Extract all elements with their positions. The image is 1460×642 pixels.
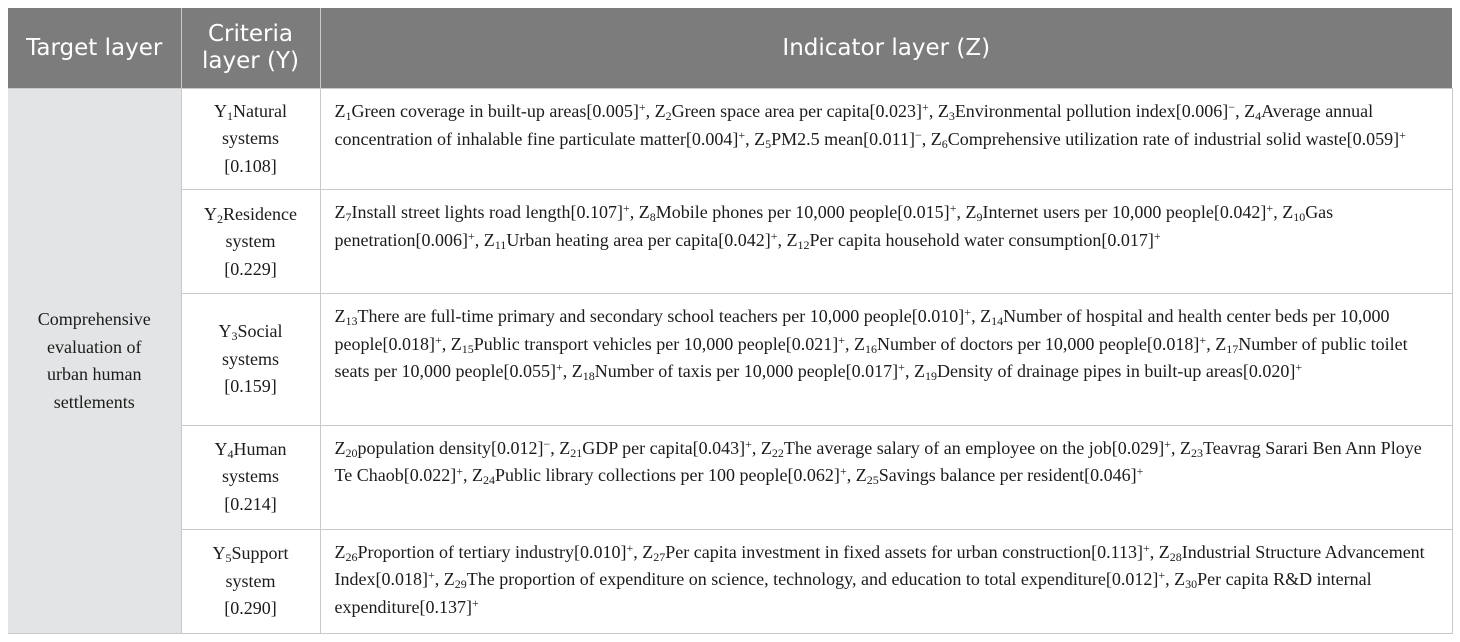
- indicator-letter: Z: [654, 101, 666, 121]
- criteria-name-line: [197, 201, 305, 256]
- indicator-sign: +: [745, 436, 752, 451]
- separator: ,: [434, 569, 444, 590]
- separator: ,: [904, 361, 914, 382]
- separator: ,: [956, 202, 966, 223]
- indicator-sign: +: [626, 540, 634, 555]
- separator: ,: [645, 101, 655, 121]
- indicator-name: population density: [357, 437, 491, 458]
- indicator-name: Proportion of tertiary industry: [357, 541, 574, 562]
- indicator-text: [335, 190, 1440, 260]
- indicator-cell: [320, 190, 1452, 294]
- indicator-subscript: 20: [345, 445, 358, 460]
- criteria-name-line: [197, 318, 305, 373]
- table-row: [8, 89, 1452, 190]
- indicator-letter: Z: [1215, 333, 1227, 354]
- indicator-letter: Z: [1282, 202, 1294, 223]
- indicator-sign: +: [622, 201, 630, 216]
- criteria-letter: Y: [218, 321, 232, 342]
- indicator-weight: [0.042]: [718, 229, 771, 250]
- indicator-sign: +: [434, 332, 442, 347]
- table-row: [8, 190, 1452, 294]
- indicator-name: Average annual concentration of inhalable fine particulate matter: [334, 101, 1374, 149]
- indicator-sign: +: [922, 100, 929, 114]
- indicator-name: Savings balance per resident: [878, 465, 1085, 486]
- separator: ,: [633, 541, 643, 562]
- criteria-name: Social systems: [221, 321, 283, 369]
- indicator-letter: Z: [786, 229, 798, 250]
- separator: ,: [562, 361, 572, 382]
- criteria-subscript: 1: [227, 108, 233, 123]
- indicator-sign: +: [471, 595, 479, 610]
- indicator-table: [8, 8, 1453, 634]
- criteria-cell: [181, 89, 320, 190]
- indicator-weight: [0.046]: [1084, 465, 1137, 486]
- indicator-name: Density of drainage pipes in built-up areas: [936, 361, 1243, 382]
- indicator-weight: [0.113]: [1091, 541, 1143, 562]
- indicator-item: [854, 334, 1206, 354]
- indicator-text: [335, 530, 1440, 628]
- separator: ,: [1149, 541, 1159, 562]
- indicator-weight: [0.011]: [863, 128, 915, 149]
- indicator-weight: [0.062]: [787, 465, 840, 486]
- indicator-subscript: 19: [924, 369, 937, 384]
- indicator-sign: −: [543, 436, 551, 451]
- indicator-weight: [0.017]: [845, 361, 899, 382]
- indicator-subscript: 17: [1226, 341, 1239, 356]
- indicator-subscript: 26: [345, 549, 358, 564]
- indicator-letter: Z: [1180, 437, 1191, 458]
- indicator-sign: +: [467, 228, 475, 243]
- indicator-sign: +: [427, 568, 435, 583]
- indicator-subscript: 5: [765, 136, 772, 151]
- indicator-letter: Z: [980, 306, 992, 327]
- indicator-weight: [0.022]: [403, 465, 457, 486]
- separator: ,: [441, 333, 451, 354]
- indicator-sign: +: [949, 201, 957, 216]
- criteria-subscript: 2: [217, 211, 224, 226]
- indicator-weight: [0.018]: [375, 569, 428, 590]
- criteria-name-line: [197, 540, 305, 595]
- criteria-label: [197, 201, 305, 284]
- indicator-cell: [320, 529, 1452, 633]
- separator: ,: [971, 306, 981, 327]
- indicator-text: [335, 89, 1440, 159]
- indicator-sign: +: [1295, 360, 1303, 375]
- indicator-name: Teavrag Sarari Ben Ann Ploye Te Chaob: [334, 437, 1422, 486]
- indicator-sign: +: [638, 100, 646, 114]
- indicator-sign: +: [770, 228, 778, 243]
- separator: ,: [1206, 333, 1216, 354]
- separator: ,: [921, 128, 931, 149]
- indicator-sign: +: [555, 360, 563, 375]
- criteria-name-line: [197, 98, 305, 153]
- indicator-letter: Z: [855, 465, 867, 486]
- separator: ,: [550, 437, 560, 458]
- indicator-subscript: 18: [582, 369, 595, 384]
- header-criteria-label: Criteria layer (Y): [201, 21, 299, 74]
- indicator-weight: [0.055]: [503, 361, 556, 382]
- indicator-sign: +: [1164, 436, 1171, 451]
- separator: ,: [745, 128, 755, 149]
- indicator-name: Mobile phones per 10,000 people: [655, 202, 898, 223]
- indicator-name: Industrial Structure Advancement Index: [334, 541, 1425, 590]
- indicator-sign: +: [839, 464, 847, 479]
- indicator-item: [335, 101, 646, 121]
- criteria-name: Natural systems: [221, 100, 287, 149]
- criteria-label: [197, 436, 305, 519]
- indicator-name: PM2.5 mean: [771, 128, 864, 149]
- indicator-subscript: 9: [976, 210, 983, 225]
- indicator-name: There are full-time primary and secondary school teachers per 10,000 people: [357, 306, 912, 327]
- indicator-weight: [0.023]: [869, 101, 923, 121]
- indicator-letter: Z: [334, 101, 346, 121]
- indicator-subscript: 4: [1255, 109, 1262, 123]
- indicator-sign: +: [838, 332, 845, 347]
- indicator-name: Public library collections per 100 people: [495, 465, 788, 486]
- indicator-letter: Z: [450, 333, 462, 354]
- indicator-weight: [0.021]: [785, 333, 839, 354]
- criteria-cell: [181, 190, 320, 294]
- indicator-subscript: 2: [665, 109, 672, 123]
- indicator-weight: [0.017]: [1101, 229, 1154, 250]
- indicator-subscript: 22: [771, 445, 784, 460]
- separator: ,: [928, 101, 938, 121]
- indicator-name: Number of doctors per 10,000 people: [876, 333, 1147, 354]
- indicator-sign: −: [914, 127, 922, 142]
- criteria-name: Residence system: [223, 203, 297, 252]
- indicator-subscript: 21: [570, 445, 583, 460]
- criteria-label: [197, 540, 305, 623]
- indicator-weight: [0.059]: [1346, 128, 1400, 149]
- indicator-letter: Z: [853, 333, 865, 354]
- indicator-name: GDP per capita: [582, 437, 693, 458]
- indicator-weight: [0.012]: [491, 437, 544, 458]
- indicator-subscript: 10: [1293, 210, 1306, 225]
- indicator-letter: Z: [443, 569, 455, 590]
- indicator-name: Urban heating area per capita: [506, 229, 719, 250]
- criteria-cell: [181, 294, 320, 425]
- separator: ,: [629, 202, 639, 223]
- table-row: [8, 425, 1452, 529]
- indicator-sign: +: [1136, 464, 1144, 479]
- indicator-item: [638, 201, 957, 225]
- indicator-letter: Z: [642, 541, 654, 562]
- indicator-name: The average salary of an employee on the job: [783, 437, 1112, 458]
- criteria-weight: [0.290]: [224, 598, 277, 619]
- indicator-letter: Z: [1158, 541, 1170, 562]
- indicator-item: [443, 568, 1166, 592]
- indicator-letter: Z: [760, 437, 772, 458]
- indicator-letter: Z: [913, 361, 925, 382]
- indicator-letter: Z: [754, 128, 766, 149]
- indicator-letter: Z: [483, 229, 495, 250]
- indicator-sign: −: [1228, 100, 1236, 114]
- indicator-item: [855, 464, 1144, 488]
- indicator-letter: Z: [334, 202, 346, 223]
- table-row: [8, 529, 1452, 633]
- indicator-sign: +: [964, 305, 972, 320]
- criteria-label: [197, 98, 305, 181]
- criteria-weight: [0.108]: [224, 155, 277, 176]
- target-cell: [8, 89, 181, 634]
- criteria-subscript: 5: [225, 551, 232, 566]
- indicator-weight: [0.004]: [685, 128, 739, 149]
- indicator-item: [472, 464, 847, 488]
- indicator-cell: [320, 294, 1452, 425]
- indicator-item: [655, 101, 929, 121]
- indicator-weight: [0.107]: [570, 202, 623, 223]
- indicator-subscript: 28: [1169, 549, 1182, 564]
- indicator-subscript: 1: [345, 109, 352, 123]
- indicator-subscript: 7: [345, 210, 352, 225]
- indicator-name: Green coverage in built-up areas: [351, 101, 587, 121]
- criteria-letter: Y: [214, 100, 227, 121]
- indicator-name: Green space area per capita: [671, 101, 870, 121]
- indicator-name: Internet users per 10,000 people: [982, 202, 1214, 223]
- indicator-subscript: 12: [797, 237, 810, 252]
- indicator-subscript: 8: [649, 210, 656, 225]
- separator: ,: [844, 333, 854, 354]
- indicator-letter: Z: [937, 101, 949, 121]
- indicator-item: [335, 438, 551, 458]
- separator: ,: [463, 465, 473, 486]
- indicator-letter: Z: [1174, 569, 1186, 590]
- separator: ,: [751, 437, 761, 458]
- criteria-name-line: [197, 436, 305, 491]
- indicator-item: [931, 129, 1406, 149]
- indicator-name: Number of public toilet seats per 10,000 people: [334, 333, 1408, 382]
- indicator-sign: +: [1153, 228, 1161, 243]
- indicator-subscript: 15: [461, 341, 474, 356]
- criteria-letter: Y: [212, 543, 226, 564]
- indicator-item: [559, 438, 752, 458]
- indicator-weight: [0.012]: [1105, 569, 1159, 590]
- indicator-weight: [0.018]: [382, 333, 435, 354]
- indicator-subscript: 11: [494, 237, 507, 252]
- separator: ,: [777, 229, 787, 250]
- criteria-weight: [0.214]: [224, 493, 277, 514]
- indicator-subscript: 29: [454, 577, 467, 592]
- indicator-letter: Z: [334, 541, 346, 562]
- indicator-item: [761, 438, 1171, 458]
- separator: ,: [474, 229, 484, 250]
- separator: ,: [846, 465, 856, 486]
- table-row: [8, 294, 1452, 425]
- indicator-weight: [0.137]: [419, 596, 472, 617]
- criteria-name: Support system: [225, 543, 289, 591]
- indicator-item: [642, 542, 1150, 562]
- indicator-weight: [0.015]: [897, 202, 950, 223]
- target-text: Comprehensive evaluation of urban human settlements: [37, 309, 151, 412]
- indicator-name: Number of hospital and health center beds per 10,000 people: [334, 306, 1390, 354]
- indicator-cell: [320, 425, 1452, 529]
- table-frame: [8, 8, 1452, 634]
- header-indicator: Indicator layer (Z): [320, 8, 1452, 89]
- indicator-text: [335, 294, 1440, 392]
- indicator-letter: Z: [638, 202, 650, 223]
- indicator-weight: [0.005]: [586, 101, 639, 121]
- indicator-subscript: 27: [653, 549, 666, 564]
- indicator-letter: Z: [930, 128, 942, 149]
- indicator-sign: +: [456, 464, 464, 479]
- indicator-sign: +: [1142, 540, 1150, 555]
- indicator-item: [334, 305, 972, 329]
- criteria-subscript: 3: [231, 329, 238, 344]
- criteria-label: [197, 318, 305, 401]
- indicator-subscript: 24: [483, 473, 496, 488]
- indicator-sign: +: [1199, 332, 1207, 347]
- indicator-subscript: 3: [948, 109, 955, 123]
- criteria-weight: [0.159]: [224, 376, 277, 397]
- indicator-subscript: 25: [866, 473, 879, 488]
- indicator-name: Per capita investment in fixed assets for urban construction: [665, 541, 1092, 562]
- indicator-item: [913, 360, 1303, 384]
- indicator-item: [754, 129, 922, 149]
- header-target: Target layer: [8, 8, 181, 89]
- table-body: [8, 89, 1452, 634]
- indicator-sign: +: [1158, 568, 1166, 583]
- criteria-subscript: 4: [227, 446, 234, 461]
- indicator-weight: [0.010]: [911, 306, 965, 327]
- indicator-sign: +: [898, 360, 905, 375]
- indicator-item: [334, 201, 630, 225]
- indicator-subscript: 6: [941, 136, 948, 151]
- indicator-weight: [0.042]: [1213, 202, 1267, 223]
- separator: ,: [1235, 101, 1245, 121]
- separator: ,: [1165, 569, 1175, 590]
- criteria-letter: Y: [214, 438, 228, 459]
- indicator-weight: [0.006]: [415, 229, 468, 250]
- indicator-subscript: 16: [864, 341, 877, 356]
- separator: ,: [1171, 437, 1180, 458]
- header-row: [8, 8, 1452, 89]
- indicator-weight: [0.043]: [692, 437, 746, 458]
- indicator-subscript: 14: [991, 314, 1004, 329]
- indicator-sign: +: [1399, 127, 1406, 142]
- indicator-weight: [0.006]: [1175, 101, 1229, 121]
- indicator-subscript: 30: [1185, 577, 1198, 592]
- indicator-name: Gas penetration: [334, 202, 1334, 250]
- indicator-subscript: 23: [1191, 445, 1203, 460]
- indicator-weight: [0.029]: [1111, 437, 1165, 458]
- indicator-cell: [320, 89, 1452, 190]
- indicator-name: The proportion of expenditure on science, technology, and education to total expenditure: [466, 569, 1106, 590]
- indicator-item: [451, 334, 845, 354]
- indicator-weight: [0.018]: [1146, 333, 1200, 354]
- indicator-name: Install street lights road length: [351, 202, 571, 223]
- indicator-letter: Z: [559, 437, 571, 458]
- criteria-cell: [181, 425, 320, 529]
- indicator-item: [938, 101, 1235, 121]
- indicator-weight: [0.020]: [1242, 361, 1296, 382]
- criteria-cell: [181, 529, 320, 633]
- criteria-letter: Y: [204, 203, 218, 224]
- indicator-letter: Z: [1244, 101, 1256, 121]
- indicator-letter: Z: [334, 306, 346, 327]
- criteria-name: Human systems: [221, 438, 287, 487]
- separator: ,: [1273, 202, 1283, 223]
- criteria-weight: [0.229]: [224, 258, 277, 279]
- indicator-item: [335, 542, 634, 562]
- indicator-letter: Z: [334, 437, 346, 458]
- indicator-subscript: 13: [345, 314, 358, 329]
- indicator-item: [786, 230, 1160, 250]
- indicator-name: Per capita household water consumption: [809, 229, 1102, 250]
- header-criteria: [181, 8, 320, 89]
- indicator-letter: Z: [571, 361, 583, 382]
- indicator-sign: +: [1266, 201, 1274, 216]
- indicator-item: [965, 201, 1274, 225]
- indicator-letter: Z: [965, 202, 977, 223]
- indicator-sign: +: [738, 127, 746, 142]
- indicator-name: Public transport vehicles per 10,000 people: [473, 333, 786, 354]
- indicator-item: [484, 230, 778, 250]
- indicator-weight: [0.010]: [573, 541, 627, 562]
- indicator-name: Per capita R&D internal expenditure: [334, 569, 1372, 617]
- indicator-letter: Z: [472, 465, 484, 486]
- indicator-name: Comprehensive utilization rate of industrial solid waste: [947, 128, 1347, 149]
- indicator-item: [571, 360, 905, 384]
- indicator-text: [335, 426, 1440, 496]
- indicator-name: Environmental pollution index: [954, 101, 1176, 121]
- indicator-name: Number of taxis per 10,000 people: [594, 361, 846, 382]
